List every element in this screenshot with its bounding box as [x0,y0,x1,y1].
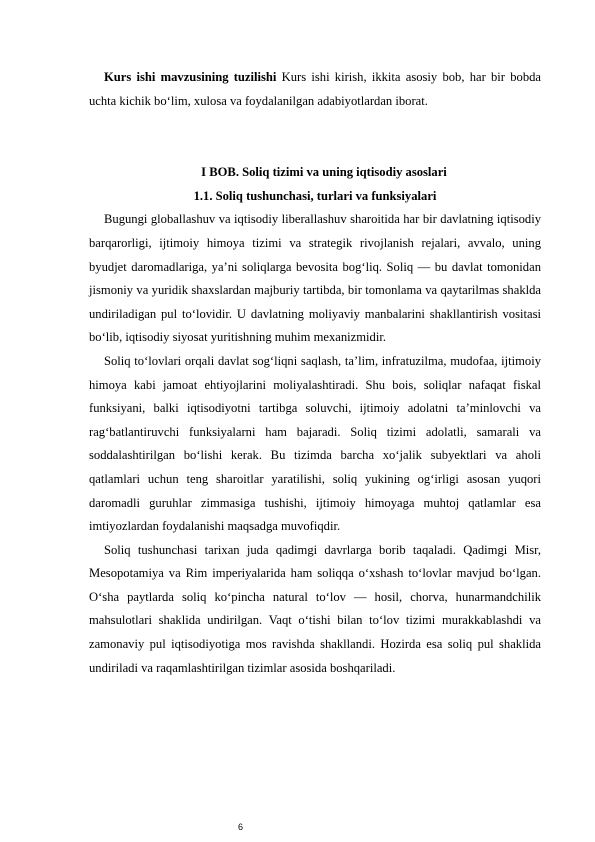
intro-label: Kurs ishi mavzusining tuzilishi [104,70,277,84]
body-paragraph-3: Soliq tushunchasi tarixan juda qadimgi davrlarga borib taqaladi. Qadimgi Misr, Mesopotamiya va Rim imperiyalarida ham soliqqa o‘xshash to‘lovlar mavjud bo‘lgan. O‘sha paytlarda soliq ko‘pincha natural to‘lov — hosil, chorva, hunarmandchilik mahsulotlari shaklida undirilgan. Vaqt o‘tishi bilan to‘lov tizimi murakkablashdi va zamonaviy pul iqtisodiyotiga mos ravishda shakllandi. Hozirda esa soliq pul shaklida undiriladi va raqamlashtirilgan tizimlar asosida boshqariladi. [89,542,541,675]
intro-text: Kurs ishi kirish, ikkita asosiy bob, har bir bobda uchta kichik bo‘lim, xulosa va foydalanilgan adabiyotlardan iborat. [89,70,541,108]
body-paragraph-2: Soliq to‘lovlari orqali davlat sog‘liqni saqlash, ta’lim, infratuzilma, mudofaa, ijtimoiy himoya kabi jamoat ehtiyojlarini moliyalashtiradi. Shu bois, soliqlar nafaqat fiskal funksiyani, balki iqtisodiyotni tartibga soluvchi, ijtimoiy adolatni ta’minlovchi va rag‘batlantiruvchi funksiyalarni ham bajaradi. Soliq tizimi adolatli, samarali va soddalashtirilgan bo‘lishi kerak. Bu tizimda barcha xo‘jalik subyektlari va aholi qatlamlari uchun teng sharoitlar yaratilishi, soliq yukining og‘irligi asosan yuqori daromadli guruhlar zimmasiga tushishi, ijtimoiy himoyaga muhtoj qatlamlar esa imtiyozlardan foydalanishi maqsadga muvofiqdir. [89,353,541,534]
page-number: 6 [238,822,244,832]
page-content [89,66,541,680]
chapter-title: I BOB. Soliq tizimi va uning iqtisodiy asoslari [201,165,447,180]
body-paragraph-1: Bugungi globallashuv va iqtisodiy liberallashuv sharoitida har bir davlatning iqtisodiy barqarorligi, ijtimoiy himoya tizimi va strategik rivojlanish rejalari, avvalo, uning byudjet daromadlariga, ya’ni soliqlarga bevosita bog‘liq. Soliq — bu davlat tomonidan jismoniy va yuridik shaxslardan majburiy tartibda, bir tomonlama va qaytarilmas shaklda undiriladigan pul to‘lovidir. U davlatning moliyaviy manbalarini shakllantirish vositasi bo‘lib, iqtisodiy siyosat yuritishning muhim mexanizmidir. [89,212,541,345]
section-title: 1.1. Soliq tushunchasi, turlari va funksiyalari [193,188,437,203]
section-spacer [89,113,541,161]
intro-paragraph [89,66,541,113]
